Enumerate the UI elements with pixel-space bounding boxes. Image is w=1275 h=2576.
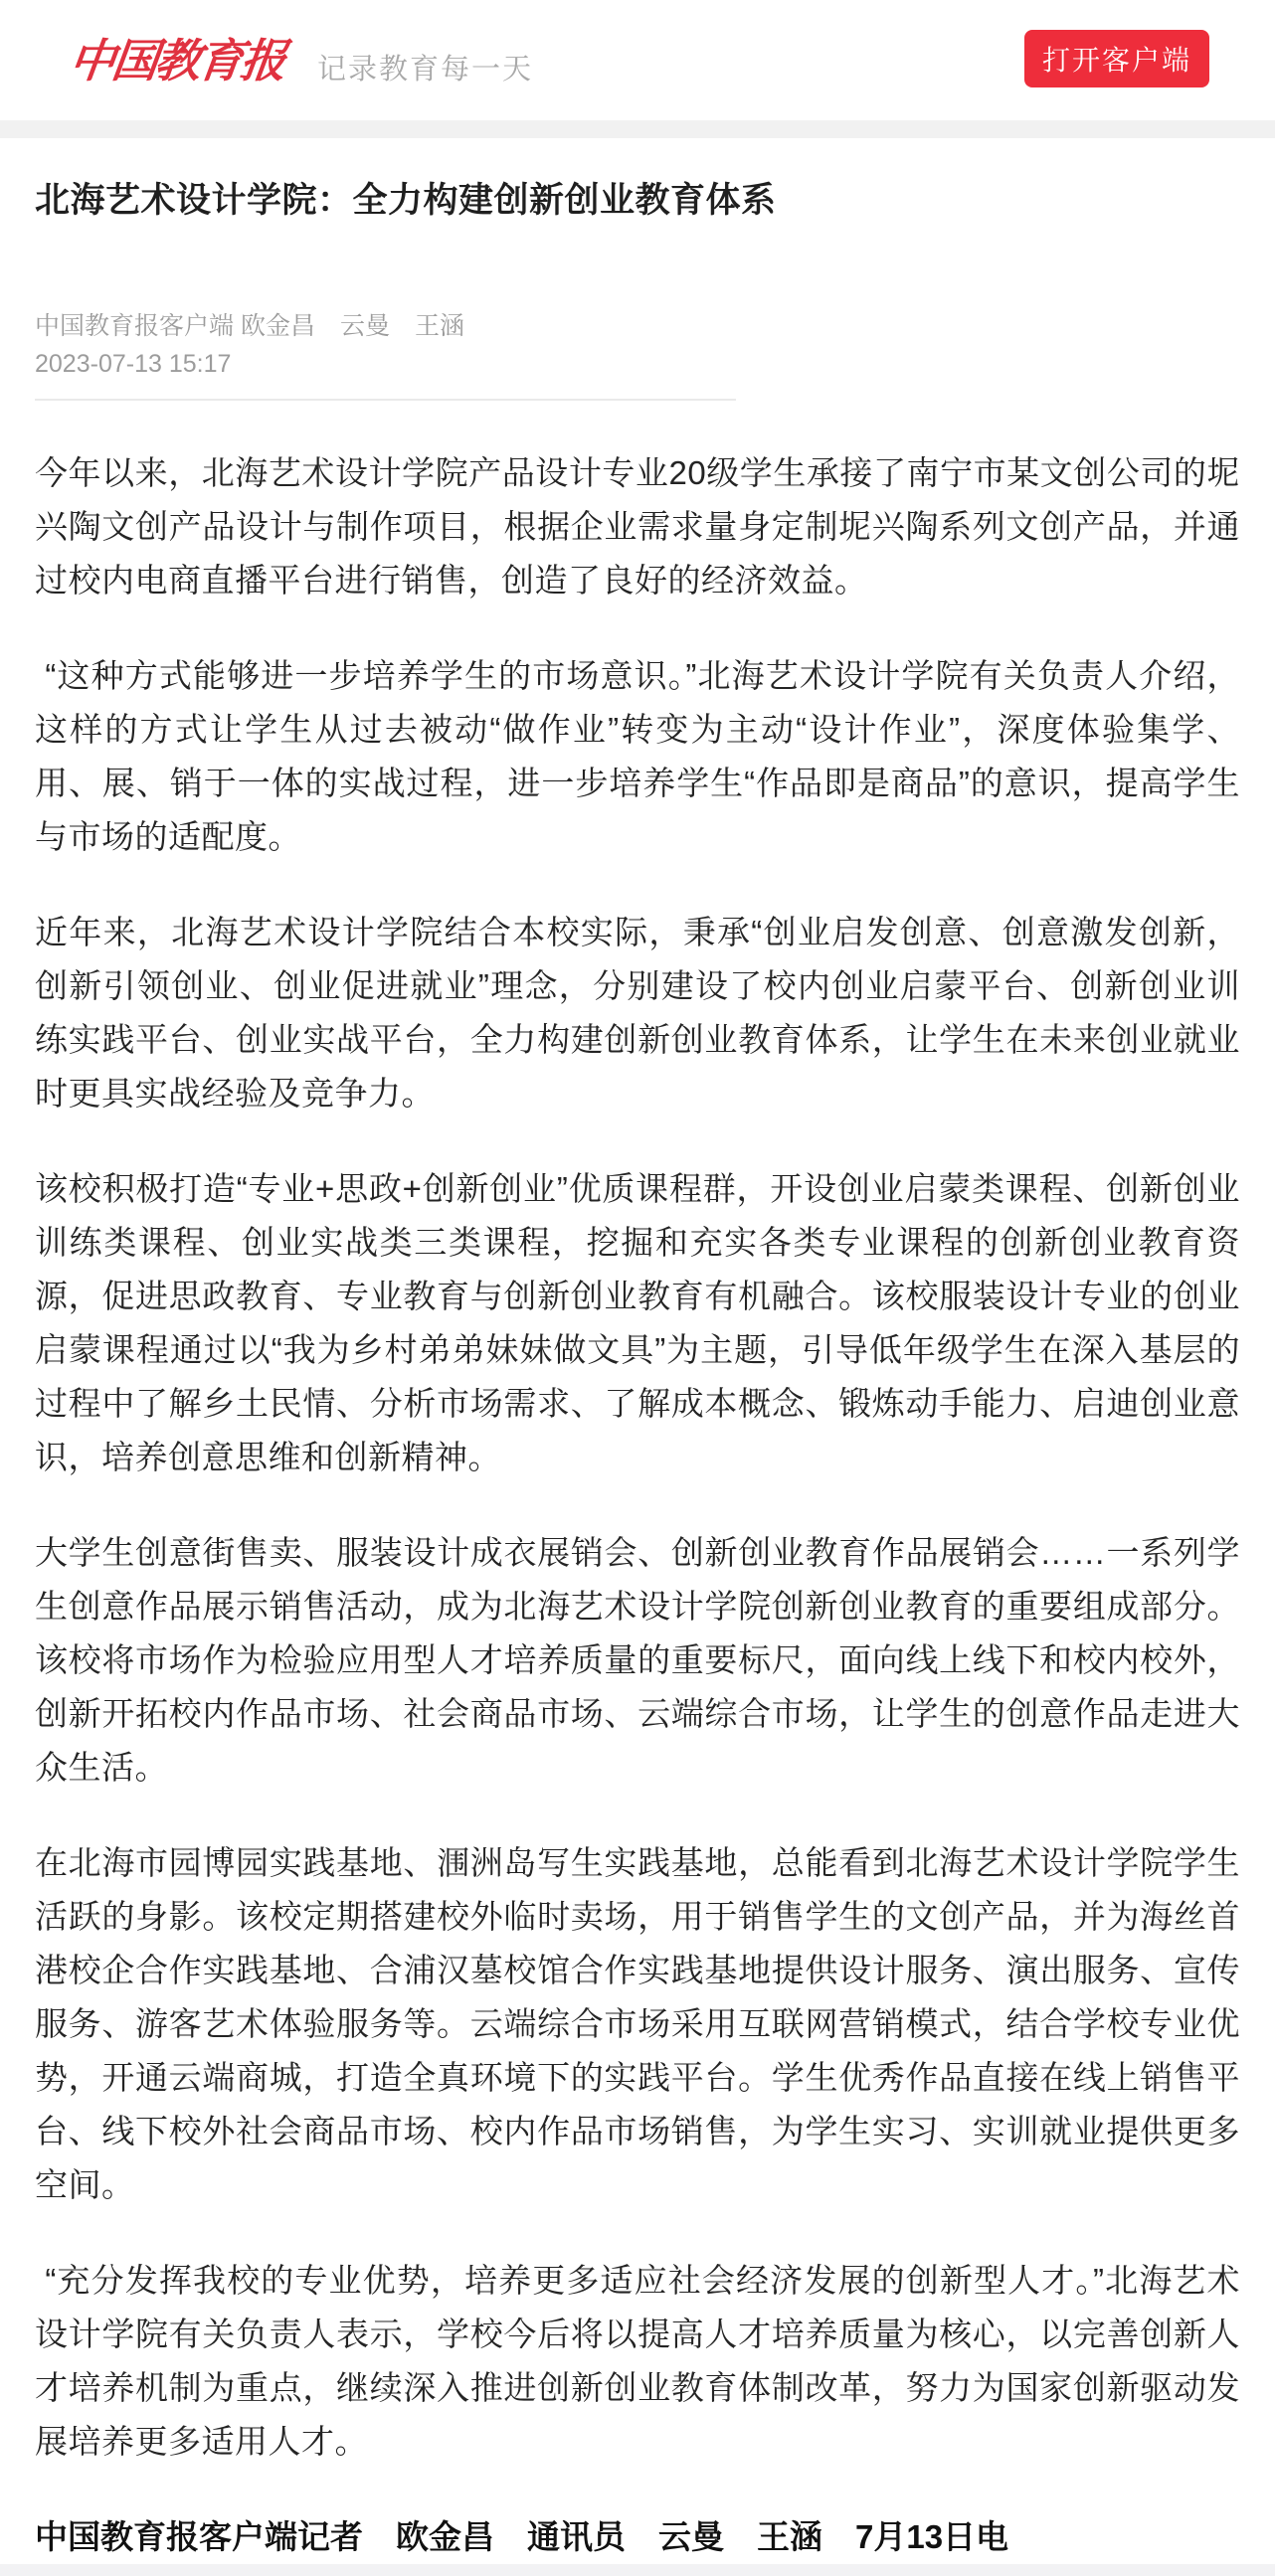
article-title: 北海艺术设计学院：全力构建创新创业教育体系 <box>35 181 777 220</box>
article-paragraph: 大学生创意街售卖、服装设计成衣展销会、创新创业教育作品展销会……一系列学生创意作品展示销售活动，成为北海艺术设计学院创新创业教育的重要组成部分。该校将市场作为检验应用型人才培养质量的重要标尺，面向线上线下和校内校外，创新开拓校内作品市场、社会商品市场、云端综合市场，让学生的创意作品走进大众生活。 <box>35 1534 1240 1786</box>
article-paragraph: 在北海市园博园实践基地、涠洲岛写生实践基地，总能看到北海艺术设计学院学生活跃的身影。该校定期搭建校外临时卖场，用于销售学生的文创产品，并为海丝首港校企合作实践基地、合浦汉墓校馆合作实践基地提供设计服务、演出服务、宣传服务、游客艺术体验服务等。云端综合市场采用互联网营销模式，结合学校专业优势，开通云端商城，打造全真环境下的实践平台。学生优秀作品直接在线上销售平台、线下校外社会商品市场、校内作品市场销售，为学生实习、实训就业提供更多空间。 <box>35 1844 1240 2203</box>
app-header <box>0 0 1275 120</box>
article-paragraph: 近年来，北海艺术设计学院结合本校实际，秉承“创业启发创意、创意激发创新，创新引领创业、创业促进就业”理念，分别建设了校内创业启蒙平台、创新创业训练实践平台、创业实战平台，全力构建创新创业教育体系，让学生在未来创业就业时更具实战经验及竞争力。 <box>35 914 1240 1112</box>
article-paragraph: “这种方式能够进一步培养学生的市场意识。”北海艺术设计学院有关负责人介绍，这样的方式让学生从过去被动“做作业”转变为主动“设计作业”，深度体验集学、用、展、销于一体的实战过程，进一步培养学生“作品即是商品”的意识，提高学生与市场的适配度。 <box>35 657 1241 855</box>
article-body <box>35 446 1240 2469</box>
article-paragraph: 该校积极打造“专业+思政+创新创业”优质课程群，开设创业启蒙类课程、创新创业训练类课程、创业实战类三类课程，挖掘和充实各类专业课程的创新创业教育资源，促进思政教育、专业教育与创新创业教育有机融合。该校服装设计专业的创业启蒙课程通过以“我为乡村弟弟妹妹做文具”为主题，引导低年级学生在深入基层的过程中了解乡土民情、分析市场需求、了解成本概念、锻炼动手能力、启迪创业意识，培养创意思维和创新精神。 <box>35 1170 1240 1475</box>
article-paragraph: “充分发挥我校的专业优势，培养更多适应社会经济发展的创新型人才。”北海艺术设计学院有关负责人表示，学校今后将以提高人才培养质量为核心，以完善创新人才培养机制为重点，继续深入推进创新创业教育体制改革，努力为国家创新驱动发展培养更多适用人才。 <box>35 2262 1241 2460</box>
article-paragraph: 今年以来，北海艺术设计学院产品设计专业20级学生承接了南宁市某文创公司的坭兴陶文创产品设计与制作项目，根据企业需求量身定制坭兴陶系列文创产品，并通过校内电商直播平台进行销售，创造了良好的经济效益。 <box>35 454 1240 599</box>
header-divider-band <box>0 120 1275 138</box>
article-content <box>0 138 1275 2564</box>
open-app-button[interactable]: 打开客户端 <box>1024 30 1209 87</box>
reporter-credit: 中国教育报客户端记者 欧金昌 通讯员 云曼 王涵 7月13日电 <box>35 2518 1009 2555</box>
bottom-bar <box>0 2564 1275 2576</box>
article-byline: 中国教育报客户端 欧金昌 云曼 王涵 <box>35 312 464 340</box>
byline-divider <box>35 399 736 401</box>
brand-logo: 中国教育报 <box>66 33 287 87</box>
publish-time: 2023-07-13 15:17 <box>35 350 232 378</box>
brand-tagline: 记录教育每一天 <box>317 54 534 86</box>
